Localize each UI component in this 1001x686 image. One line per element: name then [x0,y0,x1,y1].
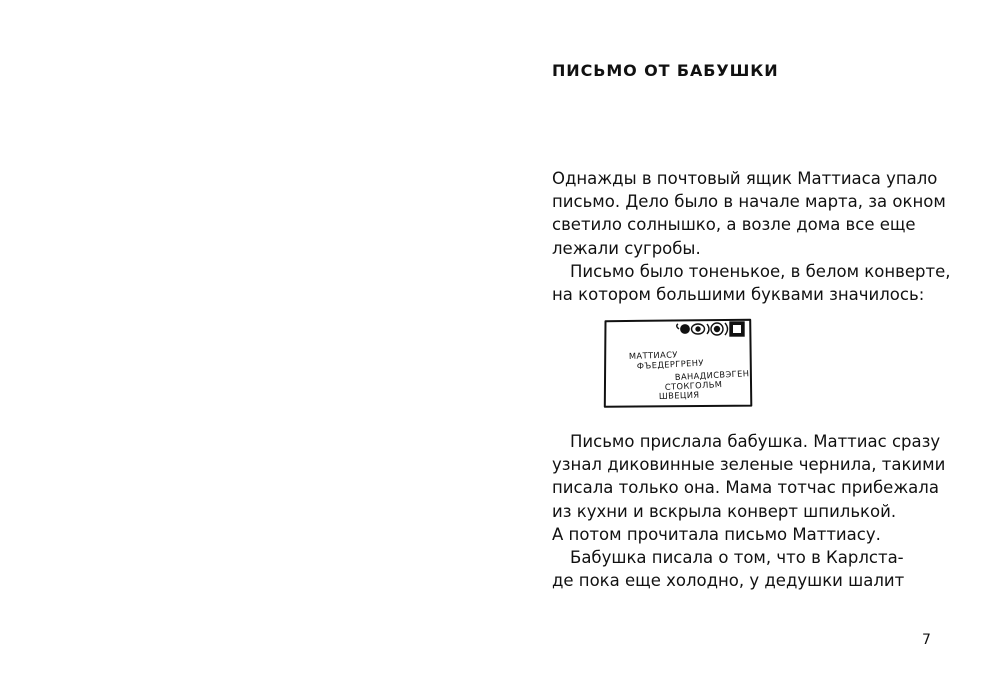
chapter-title: ПИСЬМО ОТ БАБУШКИ [552,61,779,80]
text-line: узнал диковинные зеленые чернила, такими [552,455,946,475]
text-line: из кухни и вскрыла конверт шпилькой. [552,501,897,521]
text-line: Письмо было тоненькое, в белом конверте, [570,261,951,281]
address-line-name: МАТТИАСУ [628,349,678,361]
left-page [0,0,500,686]
text-line: на котором большими буквами значилось: [552,285,925,305]
envelope-illustration [603,318,753,408]
address-line-country: ШВЕЦИЯ [658,389,700,401]
text-line: лежали сугробы. [552,238,701,258]
text-line: де пока еще холодно, у дедушки шалит [552,571,905,591]
address-line-city: СТОКГОЛЬМ [664,378,723,392]
page-number: 7 [922,632,931,648]
text-line: письмо. Дело было в начале марта, за окном [552,192,946,212]
text-line: Письмо прислала бабушка. Маттиас сразу [570,432,941,451]
text-line: светило солнышко, а возле дома все еще [552,215,916,235]
text-block-intro [552,167,952,306]
text-line: писала только она. Мама тотчас прибежала [552,478,939,498]
text-block-letter [552,430,952,592]
address-line-street: ВАНАДИСВЭГЕН [674,368,750,382]
address-line-surname: ФЪЕДЕРГРЕНУ [636,357,705,371]
text-line: А потом прочитала письмо Маттиасу. [552,524,881,544]
text-line: Однажды в почтовый ящик Маттиаса упало [552,169,938,188]
text-line: Бабушка писала о том, что в Карлста- [570,548,904,568]
